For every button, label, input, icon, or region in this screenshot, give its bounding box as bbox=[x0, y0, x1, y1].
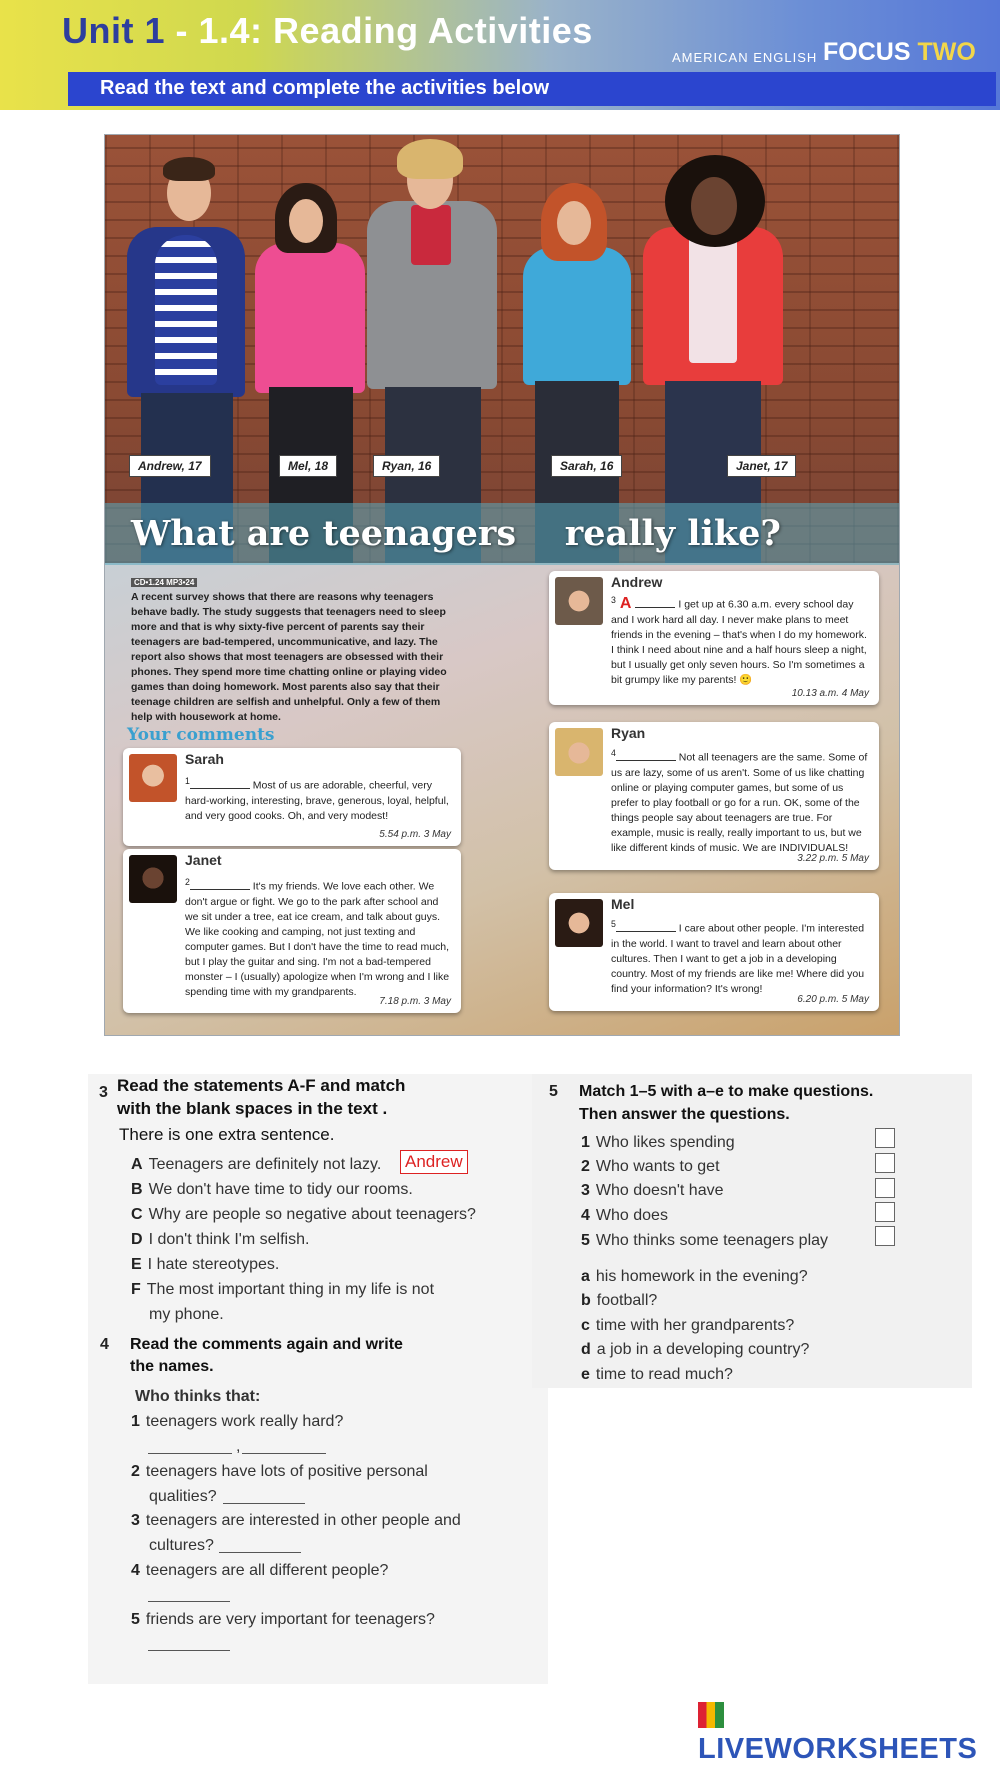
page-header bbox=[0, 0, 1000, 110]
item-text: Who doesn't have bbox=[595, 1182, 724, 1199]
question-number: 2 bbox=[131, 1463, 140, 1480]
avatar bbox=[555, 899, 603, 947]
statement-letter: B bbox=[131, 1181, 143, 1198]
filled-answer[interactable]: A bbox=[619, 594, 632, 612]
item-text: Who does bbox=[595, 1207, 668, 1224]
statement-letter: F bbox=[131, 1281, 141, 1298]
blank-number: 4 bbox=[611, 748, 616, 758]
ending-d bbox=[581, 1341, 809, 1359]
statement-text: The most important thing in my life is not bbox=[146, 1281, 435, 1298]
exercise-4-heading: Read the comments again and write bbox=[130, 1336, 403, 1353]
statement-c bbox=[131, 1206, 476, 1224]
ending-letter: b bbox=[581, 1292, 591, 1309]
answer-line[interactable] bbox=[223, 1503, 305, 1504]
ending-letter: a bbox=[581, 1268, 590, 1285]
question-2-continued: qualities? bbox=[149, 1488, 217, 1505]
comment-time: 5.54 p.m. 3 May bbox=[379, 829, 451, 840]
blank-number: 1 bbox=[185, 776, 190, 786]
question-3-continued: cultures? bbox=[149, 1537, 214, 1554]
answer-blank[interactable] bbox=[190, 779, 250, 789]
article-page bbox=[104, 134, 900, 1036]
question-text: friends are very important for teenagers? bbox=[145, 1611, 435, 1628]
item-number: 1 bbox=[581, 1134, 590, 1151]
match-checkbox[interactable] bbox=[875, 1226, 895, 1246]
article-intro bbox=[131, 575, 461, 725]
match-checkbox[interactable] bbox=[875, 1178, 895, 1198]
answer-blank[interactable] bbox=[616, 922, 676, 932]
comment-author: Ryan bbox=[611, 725, 646, 741]
exercise-5-heading: Then answer the questions. bbox=[579, 1106, 790, 1123]
brand-focus: FOCUS bbox=[823, 38, 911, 66]
statement-letter: D bbox=[131, 1231, 143, 1248]
item-text: Who wants to get bbox=[595, 1158, 720, 1175]
comment-sarah bbox=[123, 748, 461, 846]
question-text: teenagers are interested in other people and bbox=[145, 1512, 461, 1529]
statement-e bbox=[131, 1256, 279, 1274]
question-text: teenagers work really hard? bbox=[145, 1413, 344, 1430]
exercise-3-number: 3 bbox=[99, 1084, 108, 1101]
answer-blank[interactable] bbox=[635, 598, 675, 608]
comment-andrew bbox=[549, 571, 879, 705]
statement-d bbox=[131, 1231, 309, 1249]
item-number: 2 bbox=[581, 1158, 590, 1175]
ending-text: time to read much? bbox=[595, 1366, 733, 1383]
instruction-bar: Read the text and complete the activities below bbox=[68, 72, 996, 106]
ending-letter: c bbox=[581, 1317, 590, 1334]
statement-f bbox=[131, 1281, 434, 1299]
ending-c bbox=[581, 1317, 794, 1335]
comment-body: Not all teenagers are the same. Some of us are lazy, some of us aren't. Some of us like chatting online or playing computer games, but some of us prefer to play football or go for a run. OK, some of the things people say about teenagers are true. For example, music is really, really important to us, but we like different kinds of music. We are INDIVIDUALS! bbox=[611, 751, 868, 854]
answer-line[interactable] bbox=[148, 1453, 232, 1454]
statement-a bbox=[131, 1156, 381, 1174]
brand-two: TWO bbox=[917, 38, 976, 66]
comment-body: Most of us are adorable, cheerful, very hard-working, interesting, brave, generous, loyal, helpful, and very good cooks. Oh, and very modest! bbox=[185, 779, 449, 822]
ending-a bbox=[581, 1268, 808, 1286]
item-text: Who likes spending bbox=[595, 1134, 735, 1151]
ending-b bbox=[581, 1292, 657, 1310]
item-number: 3 bbox=[581, 1182, 590, 1199]
ending-letter: d bbox=[581, 1341, 591, 1358]
avatar bbox=[555, 728, 603, 776]
question-4 bbox=[131, 1562, 388, 1580]
comment-body: It's my friends. We love each other. We don't argue or fight. We go to the park after school and we sit under a tree, eat ice cream, and talk about guys. We like cooking and camping, not just texting and computer games. But I don't have the time to read much, but I play the guitar and sing. I'm not a bad-tempered monster – I (usually) apologize when I'm wrong and I like spending time with my grandparents. bbox=[185, 880, 450, 998]
exercise-4-subheading: Who thinks that: bbox=[135, 1388, 261, 1405]
statement-b bbox=[131, 1181, 413, 1199]
avatar bbox=[129, 855, 177, 903]
brand-logo bbox=[823, 38, 976, 67]
question-number: 4 bbox=[131, 1562, 140, 1579]
article-heading: What are teenagers really like? bbox=[131, 513, 781, 554]
blank-number: 3 bbox=[611, 595, 616, 605]
question-1 bbox=[131, 1413, 343, 1431]
comment-author: Janet bbox=[185, 852, 222, 868]
match-item-4 bbox=[581, 1207, 668, 1225]
comment-text bbox=[611, 746, 871, 856]
logo-text: LIVEWORKSHEETS bbox=[698, 1733, 978, 1765]
statement-text: I don't think I'm selfish. bbox=[148, 1231, 310, 1248]
exercise-3-heading: There is one extra sentence. bbox=[119, 1125, 335, 1144]
name-tag: Mel, 18 bbox=[279, 455, 337, 477]
liveworksheets-icon bbox=[698, 1702, 724, 1728]
unit-label: Unit 1 bbox=[62, 10, 166, 51]
intro-text: A recent survey shows that there are reasons why teenagers behave badly. The study suggests that teenagers need to sleep more and that is why sixty-five percent of parents say their teenagers are bad-tempered, uncommunicative, and lazy. The report also shows that most teenagers are obsessed with their phones. They spend more time chatting online or playing video games than doing homework. Most parents also say that their teenage children are selfish and unhelpful. Only a few of them help with housework at home. bbox=[131, 591, 447, 723]
ending-text: football? bbox=[596, 1292, 658, 1309]
comment-time: 7.18 p.m. 3 May bbox=[379, 996, 451, 1007]
teenagers-photo bbox=[105, 135, 900, 563]
answer-line[interactable] bbox=[148, 1601, 230, 1602]
exercise-5-heading: Match 1–5 with a–e to make questions. bbox=[579, 1083, 874, 1100]
comment-text bbox=[185, 774, 453, 824]
answer-line[interactable] bbox=[148, 1650, 230, 1651]
ending-text: time with her grandparents? bbox=[595, 1317, 795, 1334]
avatar bbox=[129, 754, 177, 802]
name-tag: Sarah, 16 bbox=[551, 455, 622, 477]
answer-blank[interactable] bbox=[190, 880, 250, 890]
answer-blank[interactable] bbox=[616, 751, 676, 761]
match-checkbox[interactable] bbox=[875, 1128, 895, 1148]
exercise-3-heading: Read the statements A-F and match bbox=[117, 1076, 406, 1095]
question-2 bbox=[131, 1463, 428, 1481]
name-tag: Ryan, 16 bbox=[373, 455, 440, 477]
comment-mel bbox=[549, 893, 879, 1011]
question-number: 1 bbox=[131, 1413, 140, 1430]
comment-ryan bbox=[549, 722, 879, 870]
comment-time: 3.22 p.m. 5 May bbox=[797, 853, 869, 864]
comment-text bbox=[611, 593, 871, 688]
comment-janet bbox=[123, 849, 461, 1013]
match-item-2 bbox=[581, 1158, 720, 1176]
exercise-3-heading: with the blank spaces in the text . bbox=[117, 1099, 388, 1118]
ending-text: his homework in the evening? bbox=[595, 1268, 808, 1285]
match-checkbox[interactable] bbox=[875, 1202, 895, 1222]
statement-f-continued: my phone. bbox=[149, 1306, 224, 1323]
ending-e bbox=[581, 1366, 733, 1384]
answer-line[interactable] bbox=[219, 1552, 301, 1553]
comment-author: Mel bbox=[611, 896, 635, 912]
name-tag: Janet, 17 bbox=[727, 455, 796, 477]
lesson-title: - 1.4: Reading Activities bbox=[165, 10, 593, 51]
brand-subtitle: AMERICAN ENGLISH bbox=[672, 50, 818, 65]
ending-text: a job in a developing country? bbox=[596, 1341, 810, 1358]
match-item-1 bbox=[581, 1134, 735, 1152]
cd-label: CD•1.24 MP3•24 bbox=[131, 578, 197, 587]
comment-time: 6.20 p.m. 5 May bbox=[797, 994, 869, 1005]
statement-text: I hate stereotypes. bbox=[147, 1256, 280, 1273]
statement-letter: E bbox=[131, 1256, 142, 1273]
question-text: teenagers have lots of positive personal bbox=[145, 1463, 428, 1480]
statement-letter: A bbox=[131, 1156, 143, 1173]
answer-line[interactable] bbox=[242, 1453, 326, 1454]
avatar bbox=[555, 577, 603, 625]
question-3 bbox=[131, 1512, 461, 1530]
page-title bbox=[62, 10, 593, 52]
name-tag: Andrew, 17 bbox=[129, 455, 211, 477]
exercise-4-heading: the names. bbox=[130, 1358, 214, 1375]
liveworksheets-logo[interactable] bbox=[698, 1700, 1000, 1766]
statement-text: We don't have time to tidy our rooms. bbox=[148, 1181, 413, 1198]
statement-letter: C bbox=[131, 1206, 143, 1223]
item-number: 5 bbox=[581, 1232, 590, 1249]
match-item-3 bbox=[581, 1182, 723, 1200]
question-5 bbox=[131, 1611, 435, 1629]
question-number: 3 bbox=[131, 1512, 140, 1529]
comment-time: 10.13 a.m. 4 May bbox=[791, 688, 869, 699]
ending-letter: e bbox=[581, 1366, 590, 1383]
comment-author: Andrew bbox=[611, 574, 663, 590]
exercise-4-number: 4 bbox=[100, 1336, 109, 1353]
question-text: teenagers are all different people? bbox=[145, 1562, 389, 1579]
item-text: Who thinks some teenagers play bbox=[595, 1232, 829, 1249]
comment-text bbox=[611, 917, 871, 997]
item-number: 4 bbox=[581, 1207, 590, 1224]
statement-text: Teenagers are definitely not lazy. bbox=[148, 1156, 382, 1173]
comment-text bbox=[185, 875, 453, 1000]
comment-body: I get up at 6.30 a.m. every school day and I work hard all day. I never make plans to meet friends in the evening – that's when I do my homework. I think I need about nine and a half hours sleep a night, but I usually get only seven hours. So I'm sometimes a bit grumpy like my parents! 🙂 bbox=[611, 598, 867, 686]
match-checkbox[interactable] bbox=[875, 1153, 895, 1173]
answer-separator: , bbox=[236, 1438, 241, 1455]
match-item-5 bbox=[581, 1232, 828, 1250]
exercise-5-number: 5 bbox=[549, 1083, 558, 1100]
comments-heading: Your comments bbox=[127, 725, 275, 745]
question-number: 5 bbox=[131, 1611, 140, 1628]
blank-number: 2 bbox=[185, 877, 190, 887]
comment-body: I care about other people. I'm interested in the world. I want to travel and learn about other cultures. Then I want to get a job in a developing country. Most of my friends are like me! Where did you find your information? It's wrong! bbox=[611, 922, 865, 995]
answer-box-a[interactable]: Andrew bbox=[400, 1150, 468, 1174]
blank-number: 5 bbox=[611, 919, 616, 929]
comment-author: Sarah bbox=[185, 751, 224, 767]
statement-text: Why are people so negative about teenagers? bbox=[148, 1206, 476, 1223]
